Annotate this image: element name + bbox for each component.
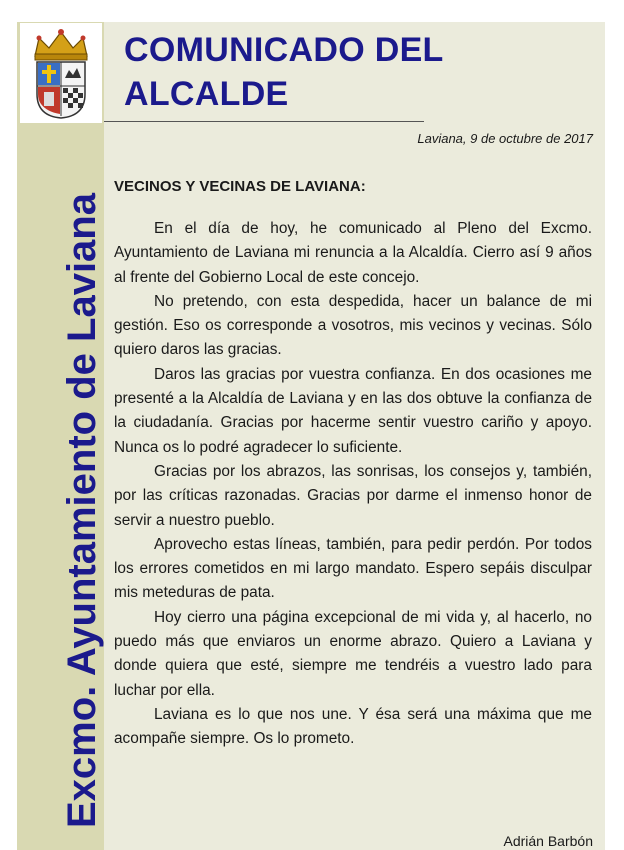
coat-of-arms-icon (29, 26, 93, 120)
letter-paragraph: En el día de hoy, he comunicado al Pleno del Excmo. Ayuntamiento de Laviana mi renuncia a la Alcaldía. Cierro así 9 años al frente del Gobierno Local de este concejo. (114, 220, 592, 286)
letter-signature: Adrián Barbón (503, 833, 593, 849)
letter-body (114, 217, 592, 752)
page-title-line-1: COMUNICADO DEL (124, 31, 444, 69)
letter-paragraph: Aprovecho estas líneas, también, para pedir perdón. Por todos los errores cometidos en mi largo mandato. Espero sepáis disculpar mis meteduras de pata. (114, 535, 592, 602)
sidebar-vertical-title: Excmo. Ayuntamiento de Laviana (60, 193, 104, 828)
header-divider (104, 121, 424, 122)
letter-paragraph: No pretendo, con esta despedida, hacer un balance de mi gestión. Eso os corresponde a vosotros, mis vecinos y vecinas. Sólo quiero daros las gracias. (114, 292, 592, 359)
letter-paragraph: Gracias por los abrazos, las sonrisas, los consejos y, también, por las críticas razonadas. Gracias por darme el inmenso honor de servir a nuestro pueblo. (114, 462, 592, 529)
page-title (124, 28, 594, 116)
letter-paragraph: Laviana es lo que nos une. Y ésa será una máxima que me acompañe siempre. Os lo prometo. (114, 705, 592, 748)
letter-date: Laviana, 9 de octubre de 2017 (417, 131, 593, 146)
letter-greeting: VECINOS Y VECINAS DE LAVIANA: (114, 178, 366, 195)
letter-paragraph: Hoy cierro una página excepcional de mi vida y, al hacerlo, no puedo más que enviaros un enorme abrazo. Quiero a Laviana y donde quiera que esté, siempre me tendréis a vuestro lado para luchar por ella. (114, 608, 592, 699)
letter-paragraph: Daros las gracias por vuestra confianza. En dos ocasiones me presenté a la Alcaldía de Laviana y en las dos obtuve la confianza de la ciudadanía. Gracias por hacerme sentir vuestro cariño y apoyo. Nunca os lo podré agradecer lo suficiente. (114, 365, 592, 456)
page-title-line-2: ALCALDE (124, 75, 289, 113)
